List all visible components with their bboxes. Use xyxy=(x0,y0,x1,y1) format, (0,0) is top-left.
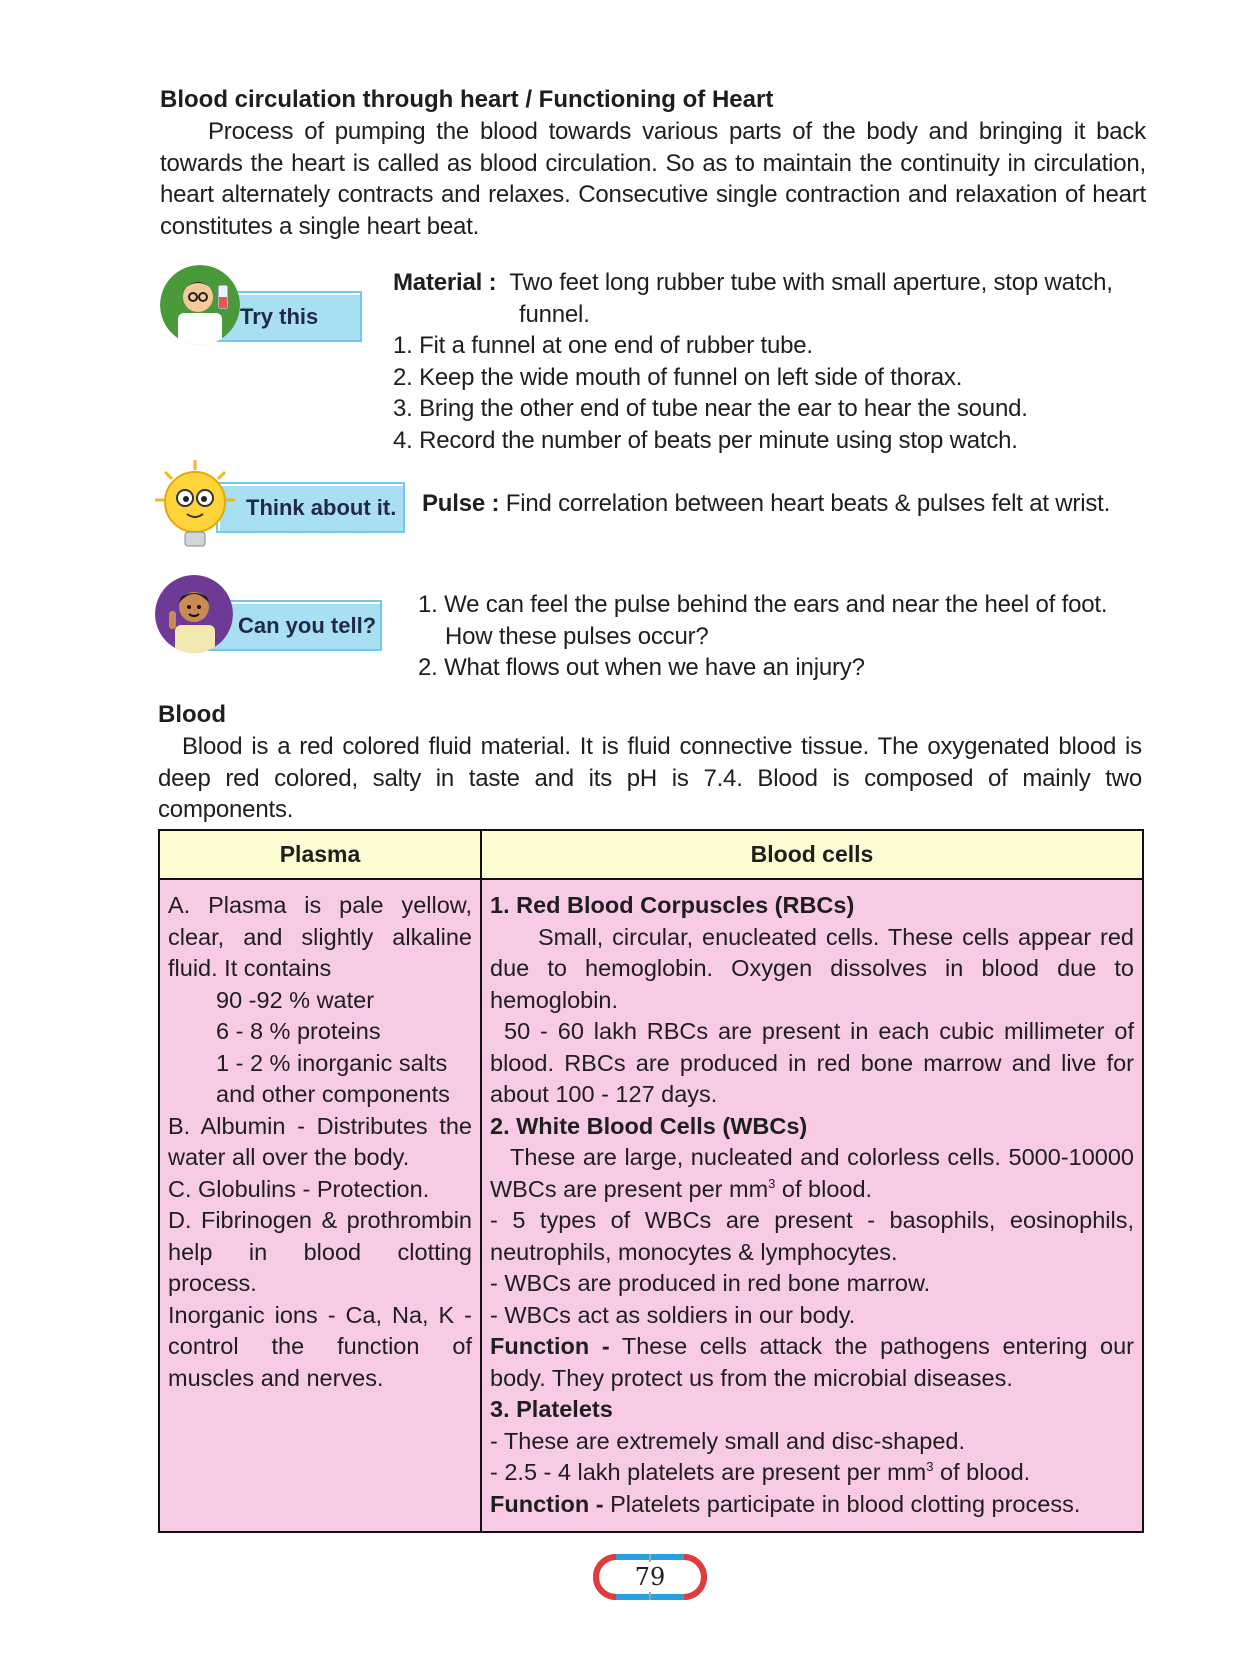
wbc-function xyxy=(490,1331,1134,1394)
wbc-produced: - WBCs are produced in red bone marrow. xyxy=(490,1270,931,1296)
material-text-line2: funnel. xyxy=(519,300,590,328)
try-this-content xyxy=(393,267,1153,456)
question-1-line1: 1. We can feel the pulse behind the ears and near the heel of foot. xyxy=(418,591,1108,618)
try-step-1: 1. Fit a funnel at one end of rubber tube. xyxy=(393,332,813,359)
can-you-tell-content xyxy=(418,589,1148,684)
can-you-tell-label: Can you tell? xyxy=(238,612,377,638)
scientist-icon xyxy=(160,265,240,345)
plasma-salts: 1 - 2 % inorganic salts xyxy=(216,1049,448,1076)
wbc-types: - 5 types of WBCs are present - basophils, eosinophils, neutrophils, monocytes & lymphocytes. xyxy=(490,1207,1134,1265)
can-you-tell-tag xyxy=(208,600,382,651)
try-step-2: 2. Keep the wide mouth of funnel on left side of thorax. xyxy=(393,363,963,391)
blood-paragraph: Blood is a red colored fluid material. It is fluid connective tissue. The oxygenated blood is deep red colored, salty in taste and its pH is 7.4. Blood is composed of mainly two components. xyxy=(158,733,1142,823)
platelets-function-label: Function - xyxy=(490,1490,604,1517)
platelets-title: 3. Platelets xyxy=(490,1396,613,1422)
wbc-paragraph-1 xyxy=(490,1142,1134,1205)
try-step-3: 3. Bring the other end of tube near the ear to hear the sound. xyxy=(393,395,1028,422)
rbc-paragraph-1: Small, circular, enucleated cells. These cells appear red due to hemoglobin. Oxygen dissolves in blood due to hemoglobin. xyxy=(490,923,1134,1013)
page-number-badge xyxy=(593,1552,707,1602)
think-about-it-label: Think about it. xyxy=(246,494,397,520)
student-icon xyxy=(155,575,233,653)
platelets-function-text: Platelets participate in blood clotting process. xyxy=(603,1490,1081,1517)
blood-components-table xyxy=(158,829,1144,1533)
question-1-line2: How these pulses occur? xyxy=(445,622,709,650)
blood-cells-header: Blood cells xyxy=(481,830,1143,879)
lightbulb-icon xyxy=(153,458,237,554)
plasma-a: A. Plasma is pale yellow, clear, and slightly alkaline fluid. It contains xyxy=(168,892,472,981)
platelets-paragraph-2 xyxy=(490,1457,1134,1489)
platelets-paragraph-2-b: of blood. xyxy=(933,1459,1031,1485)
plasma-header: Plasma xyxy=(159,830,481,879)
wbc-title: 2. White Blood Cells (WBCs) xyxy=(490,1112,808,1139)
try-this-label: Try this xyxy=(240,303,319,329)
wbc-function-label: Function - xyxy=(490,1333,610,1359)
platelets-superscript: 3 xyxy=(926,1459,934,1475)
plasma-proteins: 6 - 8 % proteins xyxy=(216,1018,381,1044)
platelets-function xyxy=(490,1489,1134,1521)
wbc-paragraph-1-b: of blood. xyxy=(775,1175,873,1202)
plasma-salts-cont: and other components xyxy=(216,1081,450,1107)
wbc-paragraph-1-a: These are large, nucleated and colorless cells. 5000-10000 WBCs are present per mm xyxy=(490,1144,1134,1202)
wbc-soldiers: - WBCs act as soldiers in our body. xyxy=(490,1301,856,1328)
section-heading: Blood circulation through heart / Functioning of Heart xyxy=(160,86,774,113)
pulse-text: Find correlation between heart beats & pulses felt at wrist. xyxy=(505,490,1111,517)
plasma-cell xyxy=(159,879,481,1532)
plasma-ions: Inorganic ions - Ca, Na, K - control the function of muscles and nerves. xyxy=(168,1301,472,1391)
plasma-b: B. Albumin - Distributes the water all over the body. xyxy=(168,1112,472,1170)
platelets-paragraph-1: - These are extremely small and disc-shaped. xyxy=(490,1427,966,1454)
wbc-superscript: 3 xyxy=(768,1175,776,1191)
plasma-water: 90 -92 % water xyxy=(216,986,375,1013)
wbc-function-text: These cells attack the pathogens entering our body. They protect us from the microbial diseases. xyxy=(490,1333,1134,1391)
pulse-label: Pulse : xyxy=(422,490,500,517)
try-step-4: 4. Record the number of beats per minute using stop watch. xyxy=(393,426,1018,454)
rbc-paragraph-2: 50 - 60 lakh RBCs are present in each cubic millimeter of blood. RBCs are produced in red bone marrow and live for about 100 - 127 days. xyxy=(490,1018,1134,1107)
pulse-line xyxy=(422,488,1110,520)
rbc-title: 1. Red Blood Corpuscles (RBCs) xyxy=(490,892,855,918)
material-label: Material : xyxy=(393,269,497,296)
material-text-line1: Two feet long rubber tube with small aperture, stop watch, xyxy=(509,269,1113,296)
think-about-it-tag xyxy=(216,482,405,533)
blood-heading: Blood xyxy=(158,701,226,728)
question-2: 2. What flows out when we have an injury? xyxy=(418,654,865,681)
plasma-c: C. Globulins - Protection. xyxy=(168,1175,430,1202)
page-number: 79 xyxy=(634,1563,666,1591)
intro-paragraph: Process of pumping the blood towards various parts of the body and bringing it back towards the heart is called as blood circulation. So as to maintain the continuity in circulation, heart alternately contracts and relaxes. Consecutive single contraction and relaxation of heart constitutes a single heart beat. xyxy=(160,118,1146,240)
table-header-row xyxy=(159,830,1143,879)
table-body-row xyxy=(159,879,1143,1532)
platelets-paragraph-2-a: - 2.5 - 4 lakh platelets are present per mm xyxy=(490,1459,927,1485)
blood-cells-cell xyxy=(481,879,1143,1532)
plasma-d: D. Fibrinogen & prothrombin help in blood clotting process. xyxy=(168,1207,472,1296)
